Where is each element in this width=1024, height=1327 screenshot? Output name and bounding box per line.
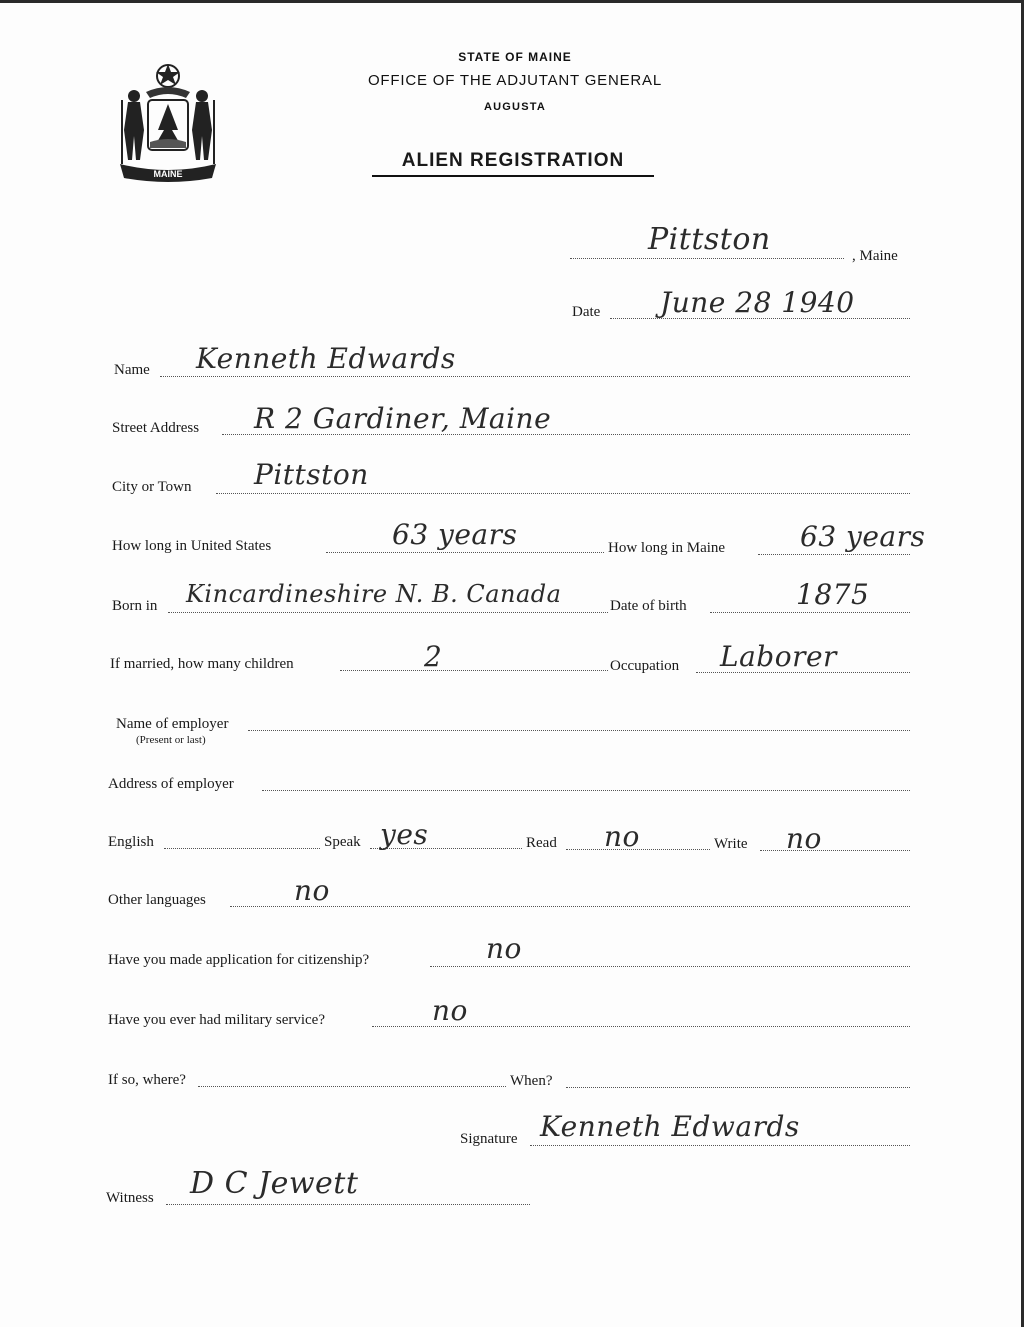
signature-label: Signature	[460, 1131, 518, 1147]
citizenship-label: Have you made application for citizenship?	[108, 952, 370, 968]
witness-line	[166, 1204, 530, 1205]
how-long-us-line	[326, 552, 604, 553]
children-label: If married, how many children	[110, 656, 294, 672]
town-line	[570, 258, 844, 259]
english-line	[164, 848, 320, 849]
employer-address-line	[262, 790, 910, 791]
how-long-maine-label: How long in Maine	[608, 540, 726, 556]
children-line	[340, 670, 608, 671]
street-address-value: R 2 Gardiner, Maine	[254, 402, 552, 435]
born-in-label: Born in	[112, 598, 158, 614]
maine-state-seal-icon	[114, 60, 222, 184]
date-of-birth-label: Date of birth	[610, 598, 687, 614]
employer-name-sublabel: (Present or last)	[136, 734, 206, 746]
witness-value: D C Jewett	[190, 1166, 359, 1201]
read-label: Read	[526, 835, 557, 851]
city-or-town-line	[216, 493, 910, 494]
header-city: AUGUSTA	[484, 101, 546, 113]
occupation-value: Laborer	[720, 640, 837, 673]
read-value: no	[604, 820, 640, 853]
other-languages-value: no	[294, 874, 330, 907]
write-value: no	[786, 822, 822, 855]
employer-address-label: Address of employer	[108, 776, 234, 792]
date-of-birth-value: 1875	[796, 578, 870, 611]
other-languages-line	[230, 906, 910, 907]
city-or-town-label: City or Town	[112, 479, 192, 495]
name-line	[160, 376, 910, 377]
how-long-maine-line	[758, 554, 910, 555]
children-value: 2	[424, 640, 443, 673]
write-line	[760, 850, 910, 851]
speak-label: Speak	[324, 834, 361, 850]
title-underline	[372, 175, 654, 177]
employer-name-line	[248, 730, 910, 731]
if-so-where-label: If so, where?	[108, 1072, 186, 1088]
when-line	[566, 1087, 910, 1088]
how-long-us-value: 63 years	[392, 518, 518, 551]
town-value: Pittston	[648, 222, 771, 257]
header-state: STATE OF MAINE	[458, 50, 572, 64]
city-or-town-value: Pittston	[254, 458, 369, 491]
speak-value: yes	[380, 818, 429, 851]
date-of-birth-line	[710, 612, 910, 613]
occupation-label: Occupation	[610, 658, 680, 674]
signature-value: Kenneth Edwards	[540, 1110, 800, 1143]
name-label: Name	[114, 362, 150, 378]
military-label: Have you ever had military service?	[108, 1012, 325, 1028]
name-value: Kenneth Edwards	[196, 342, 456, 375]
signature-line	[530, 1145, 910, 1146]
header-office: OFFICE OF THE ADJUTANT GENERAL	[367, 72, 663, 89]
when-label: When?	[510, 1073, 553, 1089]
scan-border-top	[0, 0, 1024, 3]
military-value: no	[432, 994, 468, 1027]
how-long-us-label: How long in United States	[112, 538, 272, 554]
street-address-label: Street Address	[112, 420, 200, 436]
citizenship-line	[430, 966, 910, 967]
town-suffix: , Maine	[852, 248, 898, 264]
form-title: ALIEN REGISTRATION	[401, 150, 625, 171]
other-languages-label: Other languages	[108, 892, 206, 908]
seal-motto: MAINE	[153, 169, 183, 179]
born-in-line	[168, 612, 608, 613]
employer-name-label: Name of employer	[116, 716, 229, 732]
if-so-where-line	[198, 1086, 506, 1087]
witness-label: Witness	[106, 1190, 154, 1206]
date-label: Date	[572, 304, 601, 320]
write-label: Write	[714, 836, 748, 852]
date-value: June 28 1940	[660, 286, 855, 319]
how-long-maine-value: 63 years	[800, 520, 926, 553]
citizenship-value: no	[486, 932, 522, 965]
born-in-value: Kincardineshire N. B. Canada	[186, 580, 562, 608]
english-label: English	[108, 834, 154, 850]
